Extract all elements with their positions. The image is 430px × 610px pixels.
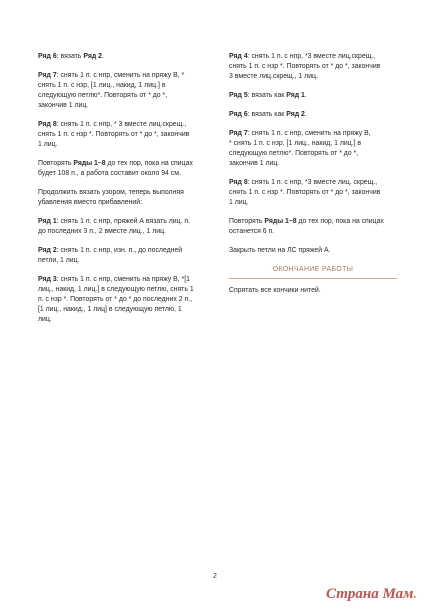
instruction-text: петли, 1 лиц. <box>38 257 80 264</box>
instruction-paragraph <box>229 246 397 256</box>
instruction-text: лиц., накид, 1 лиц.] в следующую петлю, снять 1 <box>38 286 194 293</box>
right-column <box>229 52 397 305</box>
instruction-paragraph <box>229 110 397 120</box>
instruction-text: : снять 1 п. с нпр, изн. п., до последней <box>56 247 183 254</box>
instruction-text: : снять 1 п. с нпр, сменить на пряжу В, <box>247 130 371 137</box>
instruction-text: * снять 1 п. с нзр, [1 лиц., накид, 1 лиц.] в <box>229 140 362 147</box>
instruction-text: : вязать <box>56 53 84 60</box>
bold-reference: Ряды 1–8 <box>264 218 297 225</box>
instruction-text: 1 лиц. <box>38 141 58 148</box>
instruction-text: Повторять <box>38 160 74 167</box>
instruction-paragraph <box>229 91 397 101</box>
instruction-text: . <box>101 53 104 60</box>
instruction-text: закончив 1 лиц. <box>38 102 89 109</box>
page-number: 2 <box>213 573 217 580</box>
instruction-text: : вязать как <box>247 111 287 118</box>
instruction-text: : снять 1 п. с нпр, сменить на пряжу В, *[1 <box>56 276 190 283</box>
instruction-paragraph <box>38 159 208 179</box>
row-label: Ряд 6 <box>229 111 248 118</box>
instruction-paragraph <box>38 71 208 111</box>
instruction-paragraph <box>229 52 397 82</box>
finish-text: Спрятать все кончики нитей. <box>229 287 321 294</box>
instruction-text: . <box>304 111 307 118</box>
watermark-text: Страна Мам <box>326 586 414 602</box>
instruction-paragraph <box>229 178 397 208</box>
instruction-text: : снять 1 п. с нпр, *3 вместе лиц.скрещ., <box>247 53 376 60</box>
instruction-paragraph <box>229 217 397 237</box>
instruction-text: п. с нзр *. Повторять от * до * до последних 2 п., <box>38 296 193 303</box>
instruction-text: : снять 1 п. с нпр, сменить на пряжу В, * <box>56 72 185 79</box>
left-column <box>38 52 208 334</box>
instruction-paragraph <box>38 275 208 325</box>
row-label: Ряд 1 <box>38 218 57 225</box>
instruction-text: Продолжить вязать узором, теперь выполняя <box>38 189 184 196</box>
instruction-text: . <box>304 92 307 99</box>
instruction-text: снять 1 п. с нзр *. Повторять от * до *, закончив <box>38 131 190 138</box>
instruction-text: до последних 3 п., 2 вместе лиц., 1 лиц. <box>38 228 166 235</box>
bold-reference: Ряд 2 <box>83 53 102 60</box>
row-label: Ряд 6 <box>38 53 57 60</box>
row-label: Ряд 7 <box>229 130 248 137</box>
instruction-text: : вязать как <box>247 92 287 99</box>
bold-reference: Ряды 1–8 <box>73 160 106 167</box>
row-label: Ряд 2 <box>38 247 57 254</box>
instruction-text: следующую петлю*. Повторять от * до *, <box>38 92 168 99</box>
instruction-text: останется 6 п. <box>229 228 275 235</box>
instruction-text: [1 лиц., накид., 1 лиц] в следующую петлю, 1 <box>38 306 182 313</box>
watermark-dot-icon: . <box>413 586 418 602</box>
instruction-text: 1 лиц. <box>229 199 249 206</box>
instruction-text: Повторять <box>229 218 265 225</box>
instruction-text: снять 1 п. с нзр *. Повторять от * до *, закончив <box>229 189 381 196</box>
instruction-text: будет 108 п., а работа составит около 94 см. <box>38 170 181 177</box>
instruction-text: лиц. <box>38 316 52 323</box>
bold-reference: Ряд 1 <box>286 92 305 99</box>
row-label: Ряд 4 <box>229 53 248 60</box>
instruction-paragraph <box>38 217 208 237</box>
bold-reference: Ряд 2 <box>286 111 305 118</box>
instruction-text: снять 1 п. с нзр, [1 лиц., накид, 1 лиц.] в <box>38 82 166 89</box>
row-label: Ряд 5 <box>229 92 248 99</box>
instruction-text: : снять 1 п. с нпр, пряжей А вязать лиц. п. <box>56 218 191 225</box>
instruction-text: до тех пор, пока на спицах <box>296 218 384 225</box>
instruction-paragraph <box>38 52 208 62</box>
finish-heading: ОКОНЧАНИЕ РАБОТЫ <box>229 265 397 279</box>
instruction-paragraph <box>229 129 397 169</box>
instruction-text: : снять 1 п. с нпр, *3 вместе лиц. скрещ., <box>247 179 378 186</box>
instruction-text: Закрыть петли на ЛС пряжей А. <box>229 247 331 254</box>
row-label: Ряд 8 <box>229 179 248 186</box>
instruction-paragraph <box>38 246 208 266</box>
watermark-logo <box>326 586 430 610</box>
instruction-text: закончив 1 лиц. <box>229 160 280 167</box>
row-label: Ряд 8 <box>38 121 57 128</box>
row-label: Ряд 3 <box>38 276 57 283</box>
row-label: Ряд 7 <box>38 72 57 79</box>
instruction-text: 3 вместе лиц.скрещ., 1 лиц. <box>229 73 318 80</box>
instruction-text: следующую петлю*. Повторять от * до *, <box>229 150 359 157</box>
instruction-text: : снять 1 п. с нпр, * 3 вместе лиц.скрещ., <box>56 121 187 128</box>
instruction-text: снять 1 п. с нзр *. Повторять от * до *, закончив <box>229 63 381 70</box>
instruction-paragraph <box>38 188 208 208</box>
instruction-text: до тех пор, пока на спицах <box>105 160 193 167</box>
instruction-paragraph <box>38 120 208 150</box>
instruction-text: убавления вместо прибавлений: <box>38 199 143 206</box>
